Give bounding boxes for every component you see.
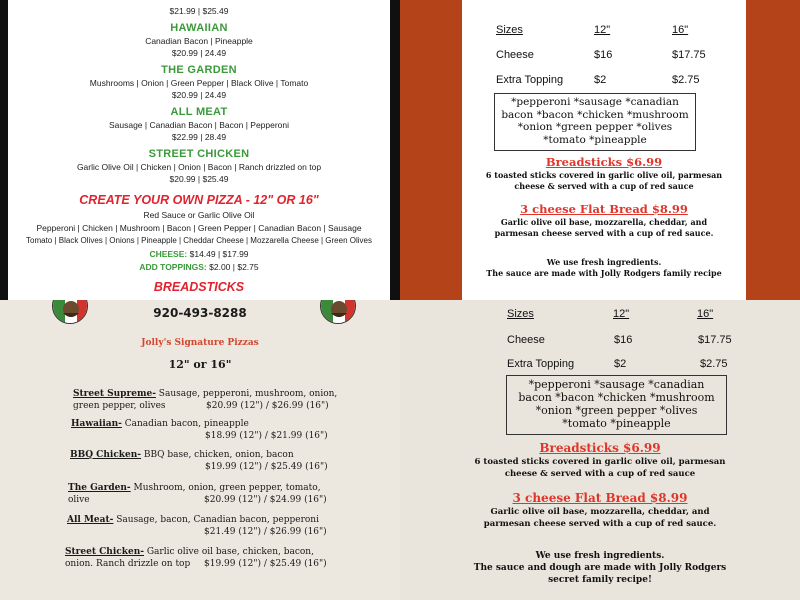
signature-pizzas-photo xyxy=(0,300,400,600)
item-name: Hawaiian- xyxy=(71,419,122,429)
add-toppings-label: ADD TOPPINGS: xyxy=(139,262,207,272)
add-toppings-line xyxy=(8,262,390,272)
pizza-desc: Canadian Bacon | Pineapple xyxy=(145,36,253,46)
size-12: 12" xyxy=(613,308,630,320)
desc-line: Garlic olive oil base, mozzarella, cheddar, and xyxy=(500,217,708,227)
sizes-extras-photo xyxy=(400,300,800,600)
item-desc: Mushroom, onion, green pepper, tomato, xyxy=(130,483,321,493)
footer-line: We use fresh ingredients. xyxy=(535,551,665,561)
breadsticks-title: BREADSTICKS xyxy=(153,280,245,294)
item-name: Street Supreme- xyxy=(73,389,156,399)
extra-16-price: $2.75 xyxy=(700,358,728,370)
extra-topping-label: Extra Topping xyxy=(507,358,575,370)
menu-item xyxy=(71,418,249,430)
item-desc: Garlic olive oil base, chicken, bacon, xyxy=(144,547,314,557)
footer-line: We use fresh ingredients. xyxy=(546,257,662,267)
item-price: $20.99 (12") / $24.99 (16") xyxy=(204,495,327,505)
pizza-price: $20.99 | $25.49 xyxy=(169,174,229,184)
pizza-price: $20.99 | 24.49 xyxy=(171,90,227,100)
size-12: 12" xyxy=(594,24,611,36)
menu-item xyxy=(73,388,337,400)
item-desc: Sausage, pepperoni, mushroom, onion, xyxy=(155,389,338,399)
menu-item xyxy=(65,546,314,558)
toppings-line: *pepperoni *sausage *canadian xyxy=(511,96,679,108)
create-your-own-title: CREATE YOUR OWN PIZZA - 12" OR 16" xyxy=(79,193,319,207)
footer-note xyxy=(462,257,746,279)
pizza-desc: Garlic Olive Oil | Chicken | Onion | Bacon | Ranch drizzled on top xyxy=(76,162,322,172)
size-16: 16" xyxy=(697,308,714,320)
cheese-label: Cheese xyxy=(507,334,545,346)
phone-number: 920-493-8288 xyxy=(153,306,247,320)
flatbread-title: 3 cheese Flat Bread $8.99 xyxy=(520,202,688,216)
footer-line: secret family recipe! xyxy=(548,575,652,585)
toppings-line: *onion *green pepper *olives xyxy=(535,404,698,417)
cheese-16-price: $17.75 xyxy=(672,49,706,61)
breadsticks-desc xyxy=(400,456,800,480)
toppings-line: *pepperoni *sausage *canadian xyxy=(528,378,705,391)
cheese-label: Cheese xyxy=(496,49,534,61)
toppings-line: *tomato *pineapple xyxy=(562,417,671,430)
bbq-price: $21.99 | $25.49 xyxy=(169,6,229,16)
cheese-price: $14.49 | $17.99 xyxy=(189,249,249,259)
flatbread-desc xyxy=(462,217,746,239)
desc-line: 6 toasted sticks covered in garlic olive oil, parmesan xyxy=(474,457,726,467)
pizza-price: $20.99 | 24.49 xyxy=(171,48,227,58)
sauce-line: Red Sauce or Garlic Olive Oil xyxy=(143,210,255,220)
pizza-name: ALL MEAT xyxy=(170,106,228,118)
toppings-line: bacon *bacon *chicken *mushroom xyxy=(501,108,689,121)
breadsticks-title: Breadsticks $6.99 xyxy=(539,441,661,455)
item-price: $19.99 (12") / $25.49 (16") xyxy=(205,462,328,472)
pizza-price: $22.99 | 28.49 xyxy=(171,132,227,142)
pizza-name: HAWAIIAN xyxy=(170,22,228,34)
extra-12-price: $2 xyxy=(614,358,627,370)
menu-item xyxy=(67,514,319,526)
pizza-name: STREET CHICKEN xyxy=(148,148,250,160)
footer-line: The sauce and dough are made with Jolly Rodgers xyxy=(473,563,727,573)
cheese-12-price: $16 xyxy=(594,49,613,61)
sizes-label: Sizes xyxy=(507,308,534,320)
item-desc: BBQ base, chicken, onion, bacon xyxy=(141,450,294,460)
toppings-line: bacon *bacon *chicken *mushroom xyxy=(518,391,715,404)
flatbread-title: 3 cheese Flat Bread $8.99 xyxy=(512,491,688,505)
cheese-price-line xyxy=(8,249,390,259)
cheese-12-price: $16 xyxy=(614,334,633,346)
signature-title: Jolly's Signature Pizzas xyxy=(141,338,259,348)
add-toppings-price: $2.00 | $2.75 xyxy=(209,262,259,272)
toppings-box xyxy=(506,375,727,435)
desc-line: cheese & served with a cup of red sauce xyxy=(504,469,696,479)
item-desc: Sausage, bacon, Canadian bacon, pepperoni xyxy=(113,515,319,525)
item-name: BBQ Chicken- xyxy=(70,450,142,460)
cheese-16-price: $17.75 xyxy=(698,334,732,346)
desc-line: parmesan cheese served with a cup of red sauce. xyxy=(494,228,714,238)
pizza-desc: Mushrooms | Onion | Green Pepper | Black Olive | Tomato xyxy=(89,78,309,88)
footer-line: The sauce are made with Jolly Rodgers family recipe xyxy=(486,268,722,278)
toppings-line: *tomato *pineapple xyxy=(543,133,647,146)
item-desc: Canadian bacon, pineapple xyxy=(121,419,249,429)
item-name: All Meat- xyxy=(67,515,114,525)
pizza-name: THE GARDEN xyxy=(161,64,237,76)
digital-menu-sheet xyxy=(8,0,390,300)
extra-12-price: $2 xyxy=(594,74,607,86)
desc-line: Garlic olive oil base, mozzarella, cheddar, and xyxy=(490,507,710,517)
item-name: The Garden- xyxy=(68,483,131,493)
menu-item xyxy=(68,482,321,494)
extra-16-price: $2.75 xyxy=(672,74,700,86)
size-line: 12" or 16" xyxy=(168,358,232,371)
toppings-box xyxy=(494,93,696,151)
desc-line: parmesan cheese served with a cup of red sauce. xyxy=(483,519,717,529)
breadsticks-desc xyxy=(462,170,746,192)
item-name: Street Chicken- xyxy=(65,547,144,557)
digital-menu-panel xyxy=(0,0,400,300)
menu-item xyxy=(70,449,294,461)
cheese-label: CHEESE: xyxy=(149,249,188,259)
toppings-line: Pepperoni | Chicken | Mushroom | Bacon | Green Pepper | Canadian Bacon | Sausage xyxy=(36,223,362,233)
desc-line: 6 toasted sticks covered in garlic olive oil, parmesan xyxy=(485,170,723,180)
item-price: $20.99 (12") / $26.99 (16") xyxy=(206,401,329,411)
toppings-line: Tomato | Black Olives | Onions | Pineapple | Cheddar Cheese | Mozzarella Cheese | Green Olives xyxy=(26,236,372,245)
desc-line: cheese & served with a cup of red sauce xyxy=(514,181,694,191)
footer-note xyxy=(400,550,800,586)
printed-menu-panel xyxy=(400,0,800,300)
item-desc-line: olive xyxy=(68,495,90,505)
size-16: 16" xyxy=(672,24,689,36)
sizes-label: Sizes xyxy=(496,24,523,36)
item-price: $19.99 (12") / $25.49 (16") xyxy=(204,559,327,569)
toppings-line: *onion *green pepper *olives xyxy=(517,121,673,133)
item-desc-line: green pepper, olives xyxy=(73,401,166,411)
pizza-desc: Sausage | Canadian Bacon | Bacon | Pepperoni xyxy=(108,120,290,130)
printed-menu-sheet xyxy=(462,0,746,300)
extra-topping-label: Extra Topping xyxy=(496,74,564,86)
item-desc-line: onion. Ranch drizzle on top xyxy=(65,559,191,569)
item-price: $21.49 (12") / $26.99 (16") xyxy=(204,527,327,537)
flatbread-desc xyxy=(400,506,800,530)
item-price: $18.99 (12") / $21.99 (16") xyxy=(205,431,328,441)
breadsticks-title: Breadsticks $6.99 xyxy=(545,155,663,169)
